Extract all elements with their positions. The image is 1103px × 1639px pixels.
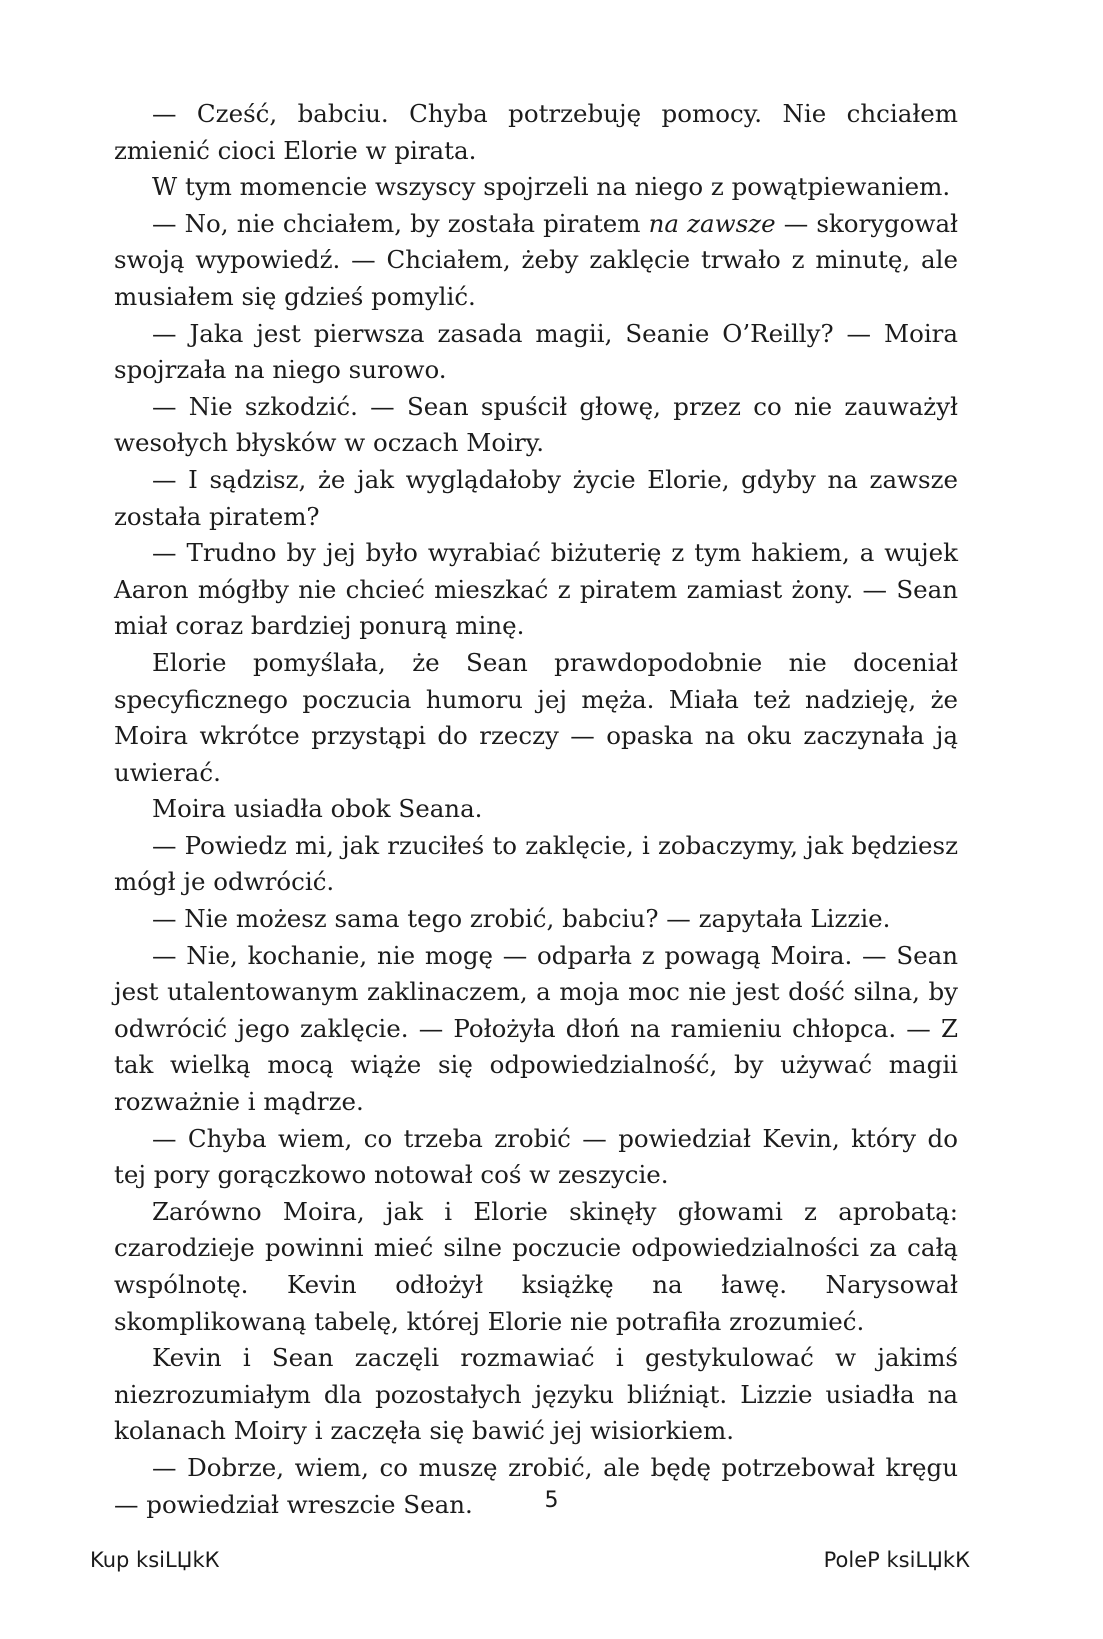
- paragraph: [114, 206, 958, 316]
- paragraph: Moira usiadła obok Seana.: [152, 794, 483, 824]
- paragraph: — Dobrze, wiem, co muszę zrobić, ale będę potrzebował kręgu — powiedział wreszcie Sean.: [114, 1452, 958, 1519]
- paragraph: — Nie możesz sama tego zrobić, babciu? — zapytała Lizzie.: [152, 904, 891, 934]
- paragraph: Kevin i Sean zaczęli rozmawiać i gestykulować w jakimś niezrozumiałym dla pozostałych języku bliźniąt. Lizzie usiadła na kolanach Moiry i zaczęła się bawić jej wisiorkiem.: [114, 1343, 958, 1446]
- footer-recommend-book-link[interactable]: PoleP ksiLЏkК: [823, 1548, 970, 1572]
- paragraph: — Nie, kochanie, nie mogę — odparła z powagą Moira. — Sean jest utalentowanym zaklinaczem, a moja moc nie jest dość silna, by odwrócić jego zaklęcie. — Położyła dłoń na ramieniu chłopca. — Z tak wielką mocą wiąże się odpowiedzialność, by używać magii rozważnie i mądrze.: [114, 940, 958, 1117]
- italic-phrase: na zawsze: [648, 208, 776, 238]
- page-number: 5: [544, 1488, 559, 1513]
- paragraph: — Cześć, babciu. Chyba potrzebuję pomocy. Nie chciałem zmienić cioci Elorie w pirata.: [114, 99, 958, 165]
- paragraph: — Chyba wiem, co trzeba zrobić — powiedział Kevin, który do tej pory gorączkowo notował coś w zeszycie.: [114, 1123, 958, 1190]
- paragraph-text: — No, nie chciałem, by została piratem: [152, 208, 649, 238]
- paragraph: — I sądzisz, że jak wyglądałoby życie Elorie, gdyby na zawsze została piratem?: [114, 464, 958, 531]
- page-body: [114, 96, 958, 1523]
- paragraph: W tym momencie wszyscy spojrzeli na niego z powątpiewaniem.: [152, 172, 951, 202]
- paragraph-text: — skorygował swoją wypowiedź. — Chciałem, żeby zaklęcie trwało z minutę, ale musiałem się gdzieś pomylić.: [114, 208, 958, 311]
- paragraph: — Jaka jest pierwsza zasada magii, Seanie O’Reilly? — Moira spojrzała na niego surowo.: [114, 318, 958, 385]
- paragraph: — Powiedz mi, jak rzuciłeś to zaklęcie, i zobaczymy, jak będziesz mógł je odwrócić.: [114, 830, 958, 897]
- paragraph: Zarówno Moira, jak i Elorie skinęły głowami z aprobatą: czarodzieje powinni mieć silne poczucie odpowiedzialności za całą wspólnotę. Kevin odłożył książkę na ławę. Narysował skomplikowaną tabelę, której Elorie nie potrafiła zrozumieć.: [114, 1196, 958, 1336]
- footer-buy-book-link[interactable]: Kup ksiLЏkК: [90, 1548, 220, 1572]
- paragraph: Elorie pomyślała, że Sean prawdopodobnie nie doceniał specyficznego poczucia humoru jej męża. Miała też nadzieję, że Moira wkrótce przystąpi do rzeczy — opaska na oku zaczynała ją uwierać.: [114, 647, 958, 787]
- paragraph: — Trudno by jej było wyrabiać biżuterię z tym hakiem, a wujek Aaron mógłby nie chcieć mieszkać z piratem zamiast żony. — Sean miał coraz bardziej ponurą minę.: [114, 538, 958, 641]
- paragraph: — Nie szkodzić. — Sean spuścił głowę, przez co nie zauważył wesołych błysków w oczach Moiry.: [114, 391, 958, 458]
